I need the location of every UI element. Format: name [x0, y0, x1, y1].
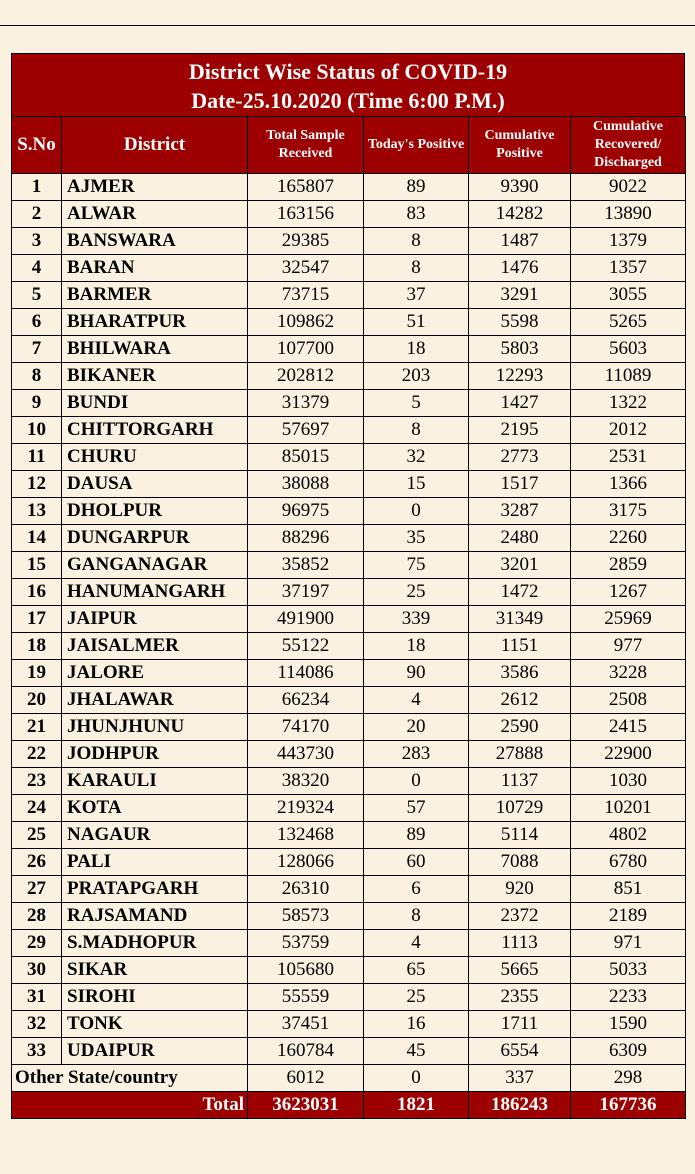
- total-cumulative-recovered: 167736: [571, 1092, 686, 1119]
- cell-cumulative-positive: 27888: [469, 741, 571, 768]
- cell-total-sample: 31379: [248, 390, 364, 417]
- cell-total-sample: 37197: [248, 579, 364, 606]
- cell-total-sample: 55559: [248, 984, 364, 1011]
- cell-district: RAJSAMAND: [62, 903, 248, 930]
- cell-district: HANUMANGARH: [62, 579, 248, 606]
- cell-cumulative-positive: 1487: [469, 228, 571, 255]
- cell-cumulative-recovered: 5603: [571, 336, 686, 363]
- cell-todays-positive: 16: [364, 1011, 469, 1038]
- cell-district: DHOLPUR: [62, 498, 248, 525]
- cell-cumulative-positive: 7088: [469, 849, 571, 876]
- cell-cumulative-positive: 2480: [469, 525, 571, 552]
- cell-total-sample: 58573: [248, 903, 364, 930]
- cell-cumulative-recovered: 13890: [571, 201, 686, 228]
- cell-cumulative-positive: 2355: [469, 984, 571, 1011]
- cell-total-sample: 53759: [248, 930, 364, 957]
- cell-todays-positive: 75: [364, 552, 469, 579]
- cell-todays-positive: 5: [364, 390, 469, 417]
- cell-total-sample: 128066: [248, 849, 364, 876]
- cell-district: AJMER: [62, 174, 248, 201]
- table-row: [12, 444, 686, 471]
- cell-cumulative-positive: 1427: [469, 390, 571, 417]
- cell-district: DUNGARPUR: [62, 525, 248, 552]
- cell-todays-positive: 37: [364, 282, 469, 309]
- cell-todays-positive: 0: [364, 768, 469, 795]
- header-cumulative-recovered: Cumulative Recovered/ Discharged: [571, 117, 686, 174]
- cell-district: SIROHI: [62, 984, 248, 1011]
- cell-total-sample: 74170: [248, 714, 364, 741]
- cell-cumulative-recovered: 3228: [571, 660, 686, 687]
- cell-todays-positive: 25: [364, 984, 469, 1011]
- cell-total-sample: 163156: [248, 201, 364, 228]
- cell-todays-positive: 18: [364, 336, 469, 363]
- cell-district: TONK: [62, 1011, 248, 1038]
- cell-todays-positive: 203: [364, 363, 469, 390]
- other-state-row: [12, 1065, 686, 1092]
- cell-sno: 2: [12, 201, 62, 228]
- total-sample: 3623031: [248, 1092, 364, 1119]
- cell-total-sample: 491900: [248, 606, 364, 633]
- table-row: [12, 1011, 686, 1038]
- covid-status-report: [11, 53, 685, 1119]
- cell-total-sample: 114086: [248, 660, 364, 687]
- table-row: [12, 984, 686, 1011]
- table-body: [12, 174, 686, 1119]
- cell-district: BANSWARA: [62, 228, 248, 255]
- cell-cumulative-positive: 3201: [469, 552, 571, 579]
- cell-district: PALI: [62, 849, 248, 876]
- cell-cumulative-positive: 14282: [469, 201, 571, 228]
- other-state-label: Other State/country: [12, 1065, 248, 1092]
- cell-sno: 28: [12, 903, 62, 930]
- cell-sno: 26: [12, 849, 62, 876]
- cell-todays-positive: 20: [364, 714, 469, 741]
- cell-sno: 27: [12, 876, 62, 903]
- cell-sno: 6: [12, 309, 62, 336]
- cell-total-sample: 165807: [248, 174, 364, 201]
- table-row: [12, 363, 686, 390]
- cell-cumulative-positive: 5665: [469, 957, 571, 984]
- table-row: [12, 768, 686, 795]
- table-row: [12, 795, 686, 822]
- table-row: [12, 174, 686, 201]
- cell-total-sample: 55122: [248, 633, 364, 660]
- cell-todays-positive: 25: [364, 579, 469, 606]
- cell-cumulative-recovered: 2508: [571, 687, 686, 714]
- cell-total-sample: 73715: [248, 282, 364, 309]
- cell-cumulative-recovered: 2415: [571, 714, 686, 741]
- cell-cumulative-recovered: 4802: [571, 822, 686, 849]
- cell-todays-positive: 35: [364, 525, 469, 552]
- cell-cumulative-recovered: 1590: [571, 1011, 686, 1038]
- cell-cumulative-recovered: 9022: [571, 174, 686, 201]
- table-row: [12, 903, 686, 930]
- cell-total-sample: 57697: [248, 417, 364, 444]
- cell-cumulative-positive: 920: [469, 876, 571, 903]
- cell-total-sample: 37451: [248, 1011, 364, 1038]
- table-row: [12, 876, 686, 903]
- cell-cumulative-positive: 10729: [469, 795, 571, 822]
- cell-cumulative-positive: 2195: [469, 417, 571, 444]
- header-row: [12, 117, 686, 174]
- cell-sno: 1: [12, 174, 62, 201]
- table-row: [12, 849, 686, 876]
- table-row: [12, 525, 686, 552]
- cell-total-sample: 26310: [248, 876, 364, 903]
- table-row: [12, 741, 686, 768]
- table-row: [12, 1038, 686, 1065]
- cell-todays-positive: 83: [364, 201, 469, 228]
- cell-todays-positive: 8: [364, 228, 469, 255]
- cell-sno: 29: [12, 930, 62, 957]
- cell-sno: 8: [12, 363, 62, 390]
- cell-todays-positive: 60: [364, 849, 469, 876]
- cell-todays-positive: 51: [364, 309, 469, 336]
- cell-cumulative-positive: 1711: [469, 1011, 571, 1038]
- cell-sno: 30: [12, 957, 62, 984]
- cell-cumulative-recovered: 1267: [571, 579, 686, 606]
- cell-cumulative-positive: 2590: [469, 714, 571, 741]
- cell-sno: 14: [12, 525, 62, 552]
- cell-district: BARMER: [62, 282, 248, 309]
- cell-total-sample: 160784: [248, 1038, 364, 1065]
- cell-cumulative-positive: 3291: [469, 282, 571, 309]
- table-row: [12, 228, 686, 255]
- cell-cumulative-recovered: 1366: [571, 471, 686, 498]
- cell-total-sample: 38088: [248, 471, 364, 498]
- cell-cumulative-recovered: 977: [571, 633, 686, 660]
- table-row: [12, 201, 686, 228]
- table-row: [12, 417, 686, 444]
- cell-cumulative-recovered: 1030: [571, 768, 686, 795]
- cell-district: BARAN: [62, 255, 248, 282]
- other-cumulative-positive: 337: [469, 1065, 571, 1092]
- total-todays-positive: 1821: [364, 1092, 469, 1119]
- cell-total-sample: 85015: [248, 444, 364, 471]
- cell-todays-positive: 4: [364, 687, 469, 714]
- table-row: [12, 255, 686, 282]
- cell-cumulative-recovered: 25969: [571, 606, 686, 633]
- cell-district: DAUSA: [62, 471, 248, 498]
- other-total-sample: 6012: [248, 1065, 364, 1092]
- cell-todays-positive: 18: [364, 633, 469, 660]
- table-row: [12, 390, 686, 417]
- cell-cumulative-positive: 2612: [469, 687, 571, 714]
- table-row: [12, 471, 686, 498]
- cell-district: JODHPUR: [62, 741, 248, 768]
- cell-todays-positive: 8: [364, 417, 469, 444]
- cell-todays-positive: 65: [364, 957, 469, 984]
- cell-district: CHITTORGARH: [62, 417, 248, 444]
- total-label: Total: [12, 1092, 248, 1119]
- cell-cumulative-positive: 1151: [469, 633, 571, 660]
- cell-sno: 10: [12, 417, 62, 444]
- cell-cumulative-positive: 5114: [469, 822, 571, 849]
- table-row: [12, 822, 686, 849]
- cell-cumulative-recovered: 6780: [571, 849, 686, 876]
- table-row: [12, 930, 686, 957]
- cell-sno: 16: [12, 579, 62, 606]
- cell-cumulative-recovered: 851: [571, 876, 686, 903]
- cell-cumulative-recovered: 11089: [571, 363, 686, 390]
- cell-total-sample: 202812: [248, 363, 364, 390]
- cell-todays-positive: 57: [364, 795, 469, 822]
- cell-cumulative-recovered: 2189: [571, 903, 686, 930]
- other-todays-positive: 0: [364, 1065, 469, 1092]
- cell-district: NAGAUR: [62, 822, 248, 849]
- cell-cumulative-positive: 9390: [469, 174, 571, 201]
- cell-total-sample: 219324: [248, 795, 364, 822]
- header-cumulative-positive: Cumulative Positive: [469, 117, 571, 174]
- cell-cumulative-recovered: 2260: [571, 525, 686, 552]
- cell-cumulative-positive: 1137: [469, 768, 571, 795]
- table-row: [12, 282, 686, 309]
- cell-sno: 18: [12, 633, 62, 660]
- cell-todays-positive: 32: [364, 444, 469, 471]
- cell-district: JAIPUR: [62, 606, 248, 633]
- cell-cumulative-positive: 12293: [469, 363, 571, 390]
- cell-total-sample: 109862: [248, 309, 364, 336]
- table-row: [12, 552, 686, 579]
- cell-sno: 32: [12, 1011, 62, 1038]
- cell-cumulative-recovered: 3055: [571, 282, 686, 309]
- table-row: [12, 309, 686, 336]
- cell-todays-positive: 4: [364, 930, 469, 957]
- cell-todays-positive: 339: [364, 606, 469, 633]
- cell-cumulative-recovered: 6309: [571, 1038, 686, 1065]
- cell-cumulative-positive: 2773: [469, 444, 571, 471]
- cell-district: GANGANAGAR: [62, 552, 248, 579]
- cell-district: BUNDI: [62, 390, 248, 417]
- cell-cumulative-recovered: 2531: [571, 444, 686, 471]
- header-total-sample: Total Sample Received: [248, 117, 364, 174]
- cell-district: BIKANER: [62, 363, 248, 390]
- total-row: [12, 1092, 686, 1119]
- cell-todays-positive: 89: [364, 822, 469, 849]
- cell-district: KOTA: [62, 795, 248, 822]
- cell-district: JALORE: [62, 660, 248, 687]
- cell-sno: 31: [12, 984, 62, 1011]
- cell-cumulative-recovered: 10201: [571, 795, 686, 822]
- cell-todays-positive: 8: [364, 903, 469, 930]
- cell-cumulative-positive: 2372: [469, 903, 571, 930]
- title-line-2: Date-25.10.2020 (Time 6:00 P.M.): [191, 88, 505, 113]
- cell-total-sample: 107700: [248, 336, 364, 363]
- report-title: [11, 53, 685, 116]
- cell-sno: 33: [12, 1038, 62, 1065]
- cell-sno: 11: [12, 444, 62, 471]
- cell-cumulative-positive: 5803: [469, 336, 571, 363]
- table-row: [12, 498, 686, 525]
- table-row: [12, 579, 686, 606]
- cell-cumulative-recovered: 5265: [571, 309, 686, 336]
- other-cumulative-recovered: 298: [571, 1065, 686, 1092]
- table-row: [12, 714, 686, 741]
- table-row: [12, 606, 686, 633]
- cell-total-sample: 443730: [248, 741, 364, 768]
- top-divider-line: [0, 25, 695, 26]
- cell-cumulative-recovered: 22900: [571, 741, 686, 768]
- cell-total-sample: 132468: [248, 822, 364, 849]
- cell-district: SIKAR: [62, 957, 248, 984]
- cell-total-sample: 38320: [248, 768, 364, 795]
- cell-cumulative-recovered: 971: [571, 930, 686, 957]
- cell-sno: 12: [12, 471, 62, 498]
- cell-sno: 5: [12, 282, 62, 309]
- district-table: [11, 116, 686, 1119]
- cell-sno: 4: [12, 255, 62, 282]
- cell-sno: 24: [12, 795, 62, 822]
- cell-district: KARAULI: [62, 768, 248, 795]
- table-row: [12, 957, 686, 984]
- cell-cumulative-positive: 1113: [469, 930, 571, 957]
- cell-district: ALWAR: [62, 201, 248, 228]
- cell-todays-positive: 90: [364, 660, 469, 687]
- cell-total-sample: 88296: [248, 525, 364, 552]
- cell-sno: 17: [12, 606, 62, 633]
- cell-district: UDAIPUR: [62, 1038, 248, 1065]
- cell-cumulative-positive: 3287: [469, 498, 571, 525]
- cell-sno: 20: [12, 687, 62, 714]
- cell-cumulative-recovered: 2233: [571, 984, 686, 1011]
- cell-total-sample: 105680: [248, 957, 364, 984]
- cell-district: JHALAWAR: [62, 687, 248, 714]
- cell-todays-positive: 0: [364, 498, 469, 525]
- cell-cumulative-positive: 3586: [469, 660, 571, 687]
- cell-cumulative-positive: 1517: [469, 471, 571, 498]
- cell-todays-positive: 6: [364, 876, 469, 903]
- table-row: [12, 687, 686, 714]
- cell-total-sample: 35852: [248, 552, 364, 579]
- cell-district: S.MADHOPUR: [62, 930, 248, 957]
- cell-sno: 23: [12, 768, 62, 795]
- cell-sno: 19: [12, 660, 62, 687]
- cell-cumulative-recovered: 2012: [571, 417, 686, 444]
- cell-sno: 15: [12, 552, 62, 579]
- cell-district: BHILWARA: [62, 336, 248, 363]
- cell-cumulative-recovered: 1379: [571, 228, 686, 255]
- cell-sno: 7: [12, 336, 62, 363]
- cell-total-sample: 66234: [248, 687, 364, 714]
- cell-todays-positive: 8: [364, 255, 469, 282]
- cell-sno: 22: [12, 741, 62, 768]
- cell-cumulative-recovered: 2859: [571, 552, 686, 579]
- cell-sno: 13: [12, 498, 62, 525]
- cell-cumulative-positive: 31349: [469, 606, 571, 633]
- cell-cumulative-recovered: 3175: [571, 498, 686, 525]
- cell-total-sample: 96975: [248, 498, 364, 525]
- cell-district: PRATAPGARH: [62, 876, 248, 903]
- cell-sno: 21: [12, 714, 62, 741]
- cell-district: BHARATPUR: [62, 309, 248, 336]
- cell-district: JHUNJHUNU: [62, 714, 248, 741]
- cell-total-sample: 29385: [248, 228, 364, 255]
- cell-todays-positive: 89: [364, 174, 469, 201]
- cell-sno: 25: [12, 822, 62, 849]
- cell-todays-positive: 15: [364, 471, 469, 498]
- cell-cumulative-recovered: 1322: [571, 390, 686, 417]
- cell-todays-positive: 283: [364, 741, 469, 768]
- cell-sno: 3: [12, 228, 62, 255]
- total-cumulative-positive: 186243: [469, 1092, 571, 1119]
- cell-cumulative-positive: 6554: [469, 1038, 571, 1065]
- cell-district: CHURU: [62, 444, 248, 471]
- table-row: [12, 336, 686, 363]
- cell-todays-positive: 45: [364, 1038, 469, 1065]
- cell-cumulative-positive: 1472: [469, 579, 571, 606]
- cell-district: JAISALMER: [62, 633, 248, 660]
- cell-sno: 9: [12, 390, 62, 417]
- title-line-1: District Wise Status of COVID-19: [188, 59, 508, 84]
- cell-cumulative-positive: 5598: [469, 309, 571, 336]
- cell-cumulative-recovered: 5033: [571, 957, 686, 984]
- table-row: [12, 660, 686, 687]
- header-sno: S.No: [12, 117, 62, 174]
- cell-cumulative-positive: 1476: [469, 255, 571, 282]
- header-todays-positive: Today's Positive: [364, 117, 469, 174]
- table-row: [12, 633, 686, 660]
- header-district: District: [62, 117, 248, 174]
- cell-cumulative-recovered: 1357: [571, 255, 686, 282]
- cell-total-sample: 32547: [248, 255, 364, 282]
